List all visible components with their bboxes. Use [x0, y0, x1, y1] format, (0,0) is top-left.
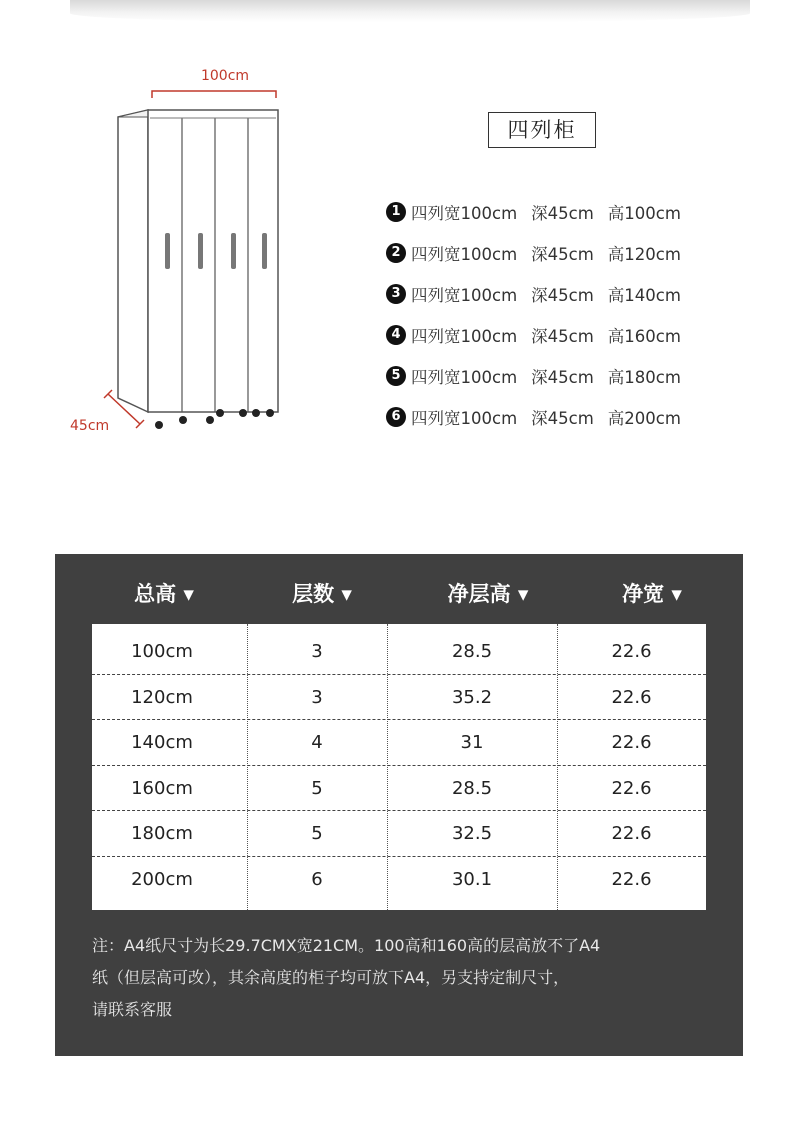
spec-width: 四列宽100cm [411, 326, 518, 346]
spec-depth: 深45cm [531, 203, 594, 223]
cell-net-width: 22.6 [611, 868, 652, 890]
spec-height: 高120cm [607, 244, 681, 264]
cell-net-layer-height: 30.1 [451, 868, 493, 890]
cell-net-layer-height: 28.5 [451, 641, 493, 662]
table-row [92, 674, 706, 721]
footnote-line: 纸（但层高可改），其余高度的柜子均可放下A4，另支持定制尺寸， [92, 968, 570, 987]
spec-width: 四列宽100cm [411, 285, 518, 305]
table-row [92, 765, 706, 812]
cell-net-width: 22.6 [611, 732, 652, 753]
cell-layers: 5 [311, 823, 323, 844]
cell-net-width: 22.6 [611, 777, 652, 799]
number-badge: 1 [386, 202, 406, 222]
cell-net-layer-height: 32.5 [451, 823, 493, 844]
table-row [92, 856, 706, 902]
cell-total-height: 160cm [131, 777, 193, 799]
spec-height: 高100cm [607, 203, 681, 223]
product-title: 四列柜 [488, 112, 596, 148]
cell-net-layer-height: 31 [460, 732, 484, 753]
cell-net-width: 22.6 [611, 823, 652, 844]
header-net-width: 净宽 ▾ [622, 582, 682, 606]
spec-depth: 深45cm [531, 244, 594, 264]
depth-dimension-label: 45cm [70, 418, 110, 434]
footnote [92, 930, 717, 1026]
table-header [55, 578, 743, 620]
cell-net-width: 22.6 [611, 641, 652, 662]
table-row [92, 719, 706, 766]
header-total-height: 总高 ▾ [134, 582, 194, 606]
cell-net-layer-height: 28.5 [451, 777, 493, 799]
table-row [92, 628, 706, 675]
number-badge: 2 [386, 243, 406, 263]
spec-height: 高200cm [607, 408, 681, 428]
cell-net-width: 22.6 [611, 686, 652, 708]
spec-width: 四列宽100cm [411, 408, 518, 428]
header-layers: 层数 ▾ [292, 582, 352, 606]
spec-item [386, 273, 681, 314]
spec-depth: 深45cm [531, 408, 594, 428]
footnote-line: 请联系客服 [92, 1000, 173, 1019]
cell-layers: 4 [311, 732, 323, 753]
spec-width: 四列宽100cm [411, 367, 518, 387]
cell-total-height: 180cm [131, 823, 193, 844]
cell-layers: 3 [311, 686, 323, 708]
number-badge: 6 [386, 407, 406, 427]
header-net-layer-height: 净层高 ▾ [447, 582, 529, 606]
cell-layers: 5 [311, 777, 323, 799]
cell-total-height: 140cm [131, 732, 193, 753]
spec-height: 高180cm [607, 367, 681, 387]
spec-list [386, 191, 681, 437]
spec-item [386, 191, 681, 232]
cell-layers: 3 [311, 641, 323, 662]
cell-layers: 6 [311, 868, 323, 890]
spec-height: 高160cm [607, 326, 681, 346]
spec-width: 四列宽100cm [411, 203, 518, 223]
cell-net-layer-height: 35.2 [451, 686, 493, 708]
spec-depth: 深45cm [531, 367, 594, 387]
footnote-line: 注：A4纸尺寸为长29.7CMX宽21CM。100高和160高的层高放不了A4 [92, 936, 601, 955]
number-badge: 4 [386, 325, 406, 345]
spec-height: 高140cm [607, 285, 681, 305]
spec-item [386, 396, 681, 437]
table-row [92, 810, 706, 857]
spec-depth: 深45cm [531, 285, 594, 305]
spec-item [386, 314, 681, 355]
size-table [92, 624, 706, 910]
cell-total-height: 120cm [131, 686, 193, 708]
spec-width: 四列宽100cm [411, 244, 518, 264]
spec-item [386, 232, 681, 273]
cell-total-height: 200cm [131, 868, 193, 890]
width-dimension-label: 100cm [200, 68, 250, 84]
spec-depth: 深45cm [531, 326, 594, 346]
cell-total-height: 100cm [131, 641, 193, 662]
number-badge: 5 [386, 366, 406, 386]
spec-item [386, 355, 681, 396]
number-badge: 3 [386, 284, 406, 304]
size-table-panel [55, 554, 743, 1056]
